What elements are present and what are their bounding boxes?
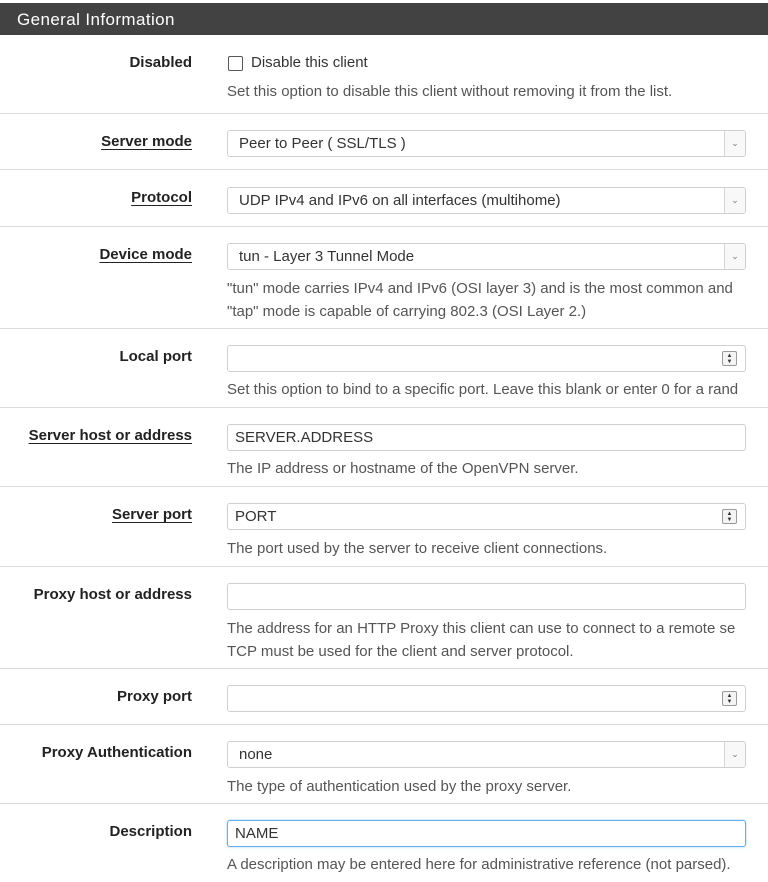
- description-input[interactable]: [227, 820, 746, 847]
- disable-client-checkbox[interactable]: [228, 56, 243, 71]
- proxy-auth-value: none: [239, 746, 273, 763]
- row-local-port: [0, 328, 768, 407]
- proxy-port-input[interactable]: [227, 685, 746, 712]
- spinner-icon[interactable]: ▲ ▼: [722, 691, 737, 706]
- server-port-help: The port used by the server to receive client connections.: [227, 540, 608, 557]
- row-server-host: [0, 407, 768, 486]
- server-host-value: SERVER.ADDRESS: [235, 429, 374, 446]
- spinner-icon[interactable]: ▲ ▼: [722, 351, 737, 366]
- proxy-auth-select[interactable]: [227, 741, 746, 768]
- local-port-help: Set this option to bind to a specific port. Leave this blank or enter 0 for a rand: [227, 381, 739, 398]
- proxy-auth-label: Proxy Authentication: [41, 744, 192, 761]
- chevron-down-icon[interactable]: ⌄: [724, 742, 745, 767]
- server-mode-label: Server mode: [101, 133, 192, 150]
- row-disabled: [0, 35, 768, 113]
- proxy-host-help-line2: TCP must be used for the client and server protocol.: [227, 643, 574, 660]
- local-port-label: Local port: [119, 348, 192, 365]
- row-device-mode: [0, 226, 768, 328]
- disable-client-checkbox-label[interactable]: Disable this client: [251, 54, 368, 71]
- row-proxy-port: [0, 668, 768, 724]
- protocol-label: Protocol: [131, 189, 192, 206]
- description-value: NAME: [235, 825, 279, 842]
- row-proxy-auth: [0, 724, 768, 803]
- proxy-port-label: Proxy port: [116, 688, 192, 705]
- device-mode-help-line1: "tun" mode carries IPv4 and IPv6 (OSI layer 3) and is the most common and: [227, 280, 733, 297]
- device-mode-label: Device mode: [99, 246, 192, 263]
- server-port-label: Server port: [111, 506, 192, 523]
- row-protocol: [0, 169, 768, 226]
- server-host-input[interactable]: [227, 424, 746, 451]
- row-server-mode: [0, 113, 768, 169]
- chevron-down-icon[interactable]: ⌄: [724, 131, 745, 156]
- protocol-value: UDP IPv4 and IPv6 on all interfaces (multihome): [239, 192, 561, 209]
- description-help: A description may be entered here for administrative reference (not parsed).: [227, 856, 731, 873]
- proxy-host-input[interactable]: [227, 583, 746, 610]
- chevron-down-icon[interactable]: ⌄: [724, 244, 745, 269]
- proxy-host-help-line1: The address for an HTTP Proxy this client can use to connect to a remote se: [227, 620, 736, 637]
- server-host-help: The IP address or hostname of the OpenVPN server.: [227, 460, 579, 477]
- row-description: [0, 803, 768, 882]
- proxy-host-label: Proxy host or address: [33, 586, 192, 603]
- server-mode-value: Peer to Peer ( SSL/TLS ): [239, 135, 406, 152]
- proxy-auth-help: The type of authentication used by the proxy server.: [227, 778, 572, 795]
- chevron-down-icon[interactable]: ⌄: [724, 188, 745, 213]
- device-mode-value: tun - Layer 3 Tunnel Mode: [239, 248, 415, 265]
- device-mode-help-line2: "tap" mode is capable of carrying 802.3 (OSI Layer 2.): [227, 303, 587, 320]
- server-port-input[interactable]: [227, 503, 746, 530]
- device-mode-select[interactable]: [227, 243, 746, 270]
- spinner-icon[interactable]: ▲ ▼: [722, 509, 737, 524]
- disabled-label: Disabled: [129, 54, 192, 71]
- local-port-input[interactable]: [227, 345, 746, 372]
- row-server-port: [0, 486, 768, 566]
- section-title: General Information: [0, 3, 768, 35]
- server-host-label: Server host or address: [28, 427, 192, 444]
- protocol-select[interactable]: [227, 187, 746, 214]
- server-port-value: PORT: [235, 508, 277, 525]
- server-mode-select[interactable]: [227, 130, 746, 157]
- disabled-help: Set this option to disable this client without removing it from the list.: [227, 83, 673, 100]
- description-label: Description: [109, 823, 192, 840]
- row-proxy-host: [0, 566, 768, 668]
